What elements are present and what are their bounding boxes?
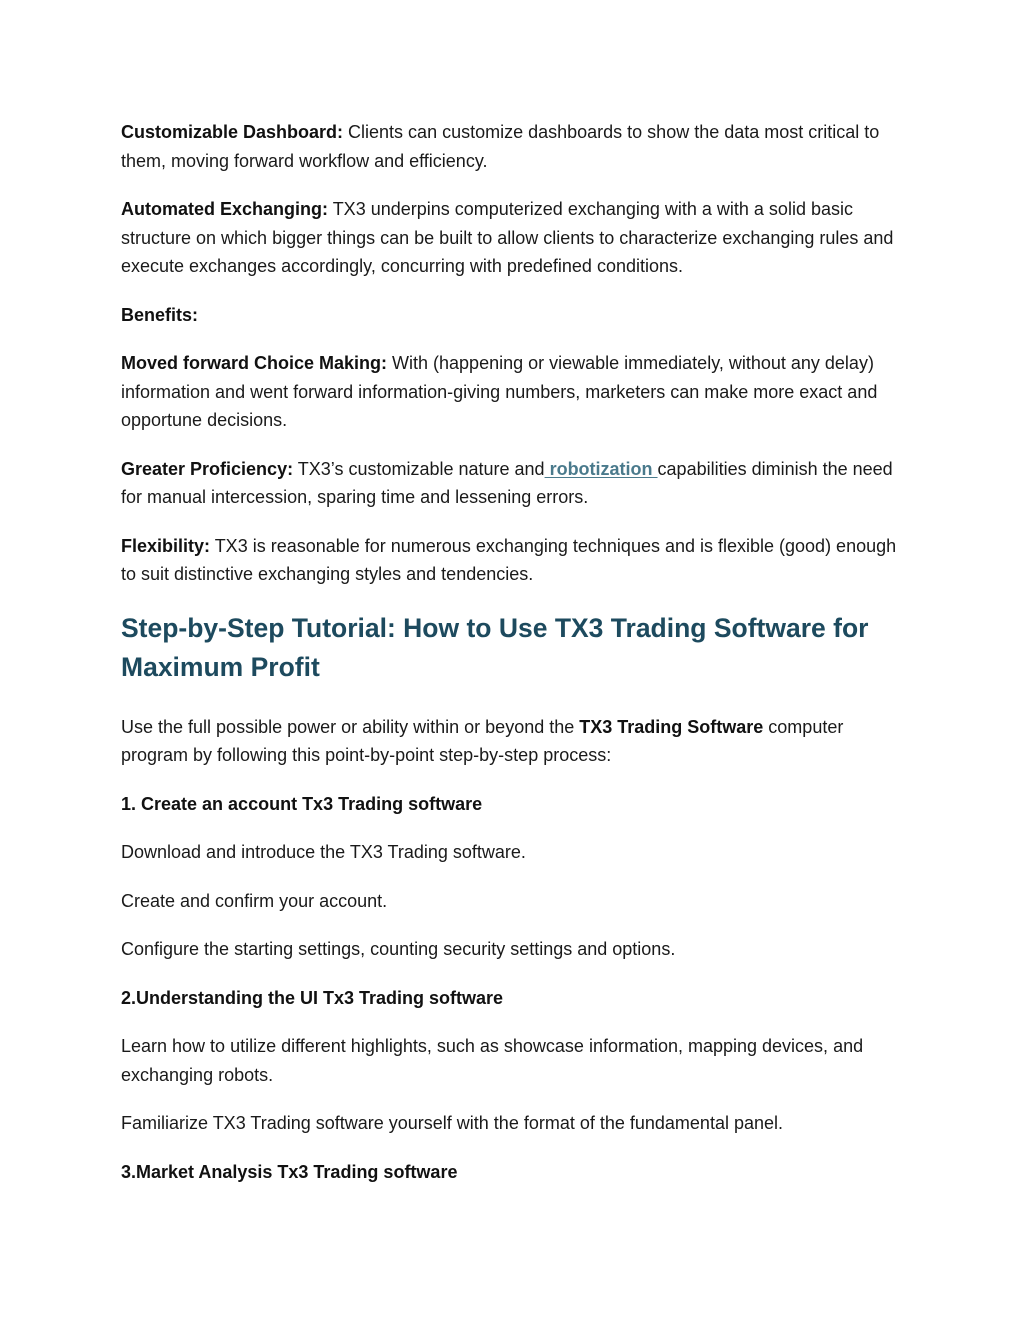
automated-text: TX3 underpins computerized exchanging with a with a solid basic structure on which bigger things can be built to allow clients to characterize exchanging rules and execute exchanges accordingly, concurring with predefined conditions. [121, 199, 894, 276]
automated-paragraph [121, 195, 911, 281]
flexibility-paragraph [121, 532, 911, 589]
intro-bold: TX3 Trading Software [579, 716, 764, 737]
intro-text-after: computer program by following this point-by-point step-by-step process: [121, 716, 844, 765]
dashboard-text: Clients can customize dashboards to show the data most critical to them, moving forward workflow and efficiency. [121, 122, 880, 171]
step2-item: Learn how to utilize different highlights, such as showcase information, mapping devices, and exchanging robots. [121, 1036, 864, 1085]
step3-title-text: 3.Market Analysis Tx3 Trading software [121, 1161, 458, 1182]
benefits-heading-text: Benefits: [121, 304, 199, 325]
step3-title [121, 1158, 911, 1187]
benefits-heading [121, 301, 911, 330]
proficiency-text-after: capabilities diminish the need for manual intercession, sparing time and lessening errors. [121, 458, 893, 507]
flexibility-text: TX3 is reasonable for numerous exchanging techniques and is flexible (good) enough to suit distinctive exchanging styles and tendencies. [121, 535, 897, 584]
tutorial-intro [121, 713, 911, 770]
proficiency-label: Greater Proficiency: [121, 458, 294, 479]
intro-text-before: Use the full possible power or ability within or beyond the [121, 716, 580, 737]
tutorial-heading: Step-by-Step Tutorial: How to Use TX3 Trading Software for Maximum Profit [121, 612, 869, 682]
step1-item: Download and introduce the TX3 Trading software. [121, 842, 526, 862]
step1-item: Create and confirm your account. [121, 890, 388, 911]
proficiency-paragraph [121, 455, 911, 512]
step1-title-text: 1. Create an account Tx3 Trading software [121, 793, 483, 814]
dashboard-paragraph [121, 118, 911, 175]
document-page [121, 118, 911, 1206]
robotization-link[interactable]: robotization [544, 458, 658, 479]
automated-label: Automated Exchanging: [121, 199, 329, 219]
step2-title [121, 984, 911, 1013]
step2-title-text: 2.Understanding the UI Tx3 Trading software [121, 987, 504, 1008]
choice-paragraph [121, 349, 911, 435]
flexibility-label: Flexibility: [121, 535, 211, 556]
choice-text: With (happening or viewable immediately, without any delay) information and went forward information-giving numbers, marketers can make more exact and opportune decisions. [121, 353, 878, 430]
step1-item: Configure the starting settings, counting security settings and options. [121, 939, 676, 959]
choice-label: Moved forward Choice Making: [121, 353, 388, 373]
step2-item: Familiarize TX3 Trading software yourself with the format of the fundamental panel. [121, 1113, 783, 1133]
dashboard-label: Customizable Dashboard: [121, 122, 344, 142]
proficiency-text-before: TX3’s customizable nature and [293, 458, 545, 479]
step1-title [121, 790, 911, 819]
